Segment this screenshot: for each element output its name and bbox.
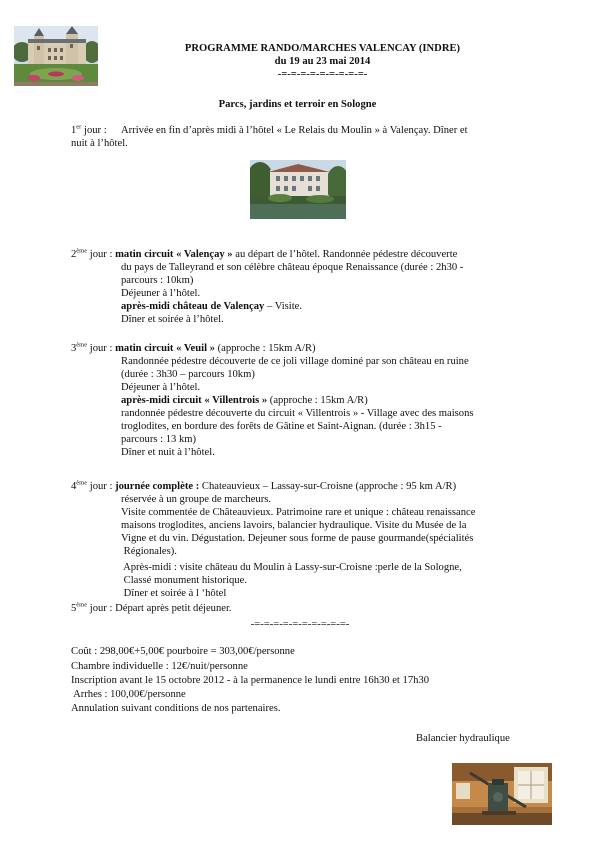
day4-heading: 4ème jour : journée complète : Chateauvieux – Lassay-sur-Croisne (approche : 95 km A/R) — [71, 479, 457, 492]
day3-line9: Dîner et nuit à l’hôtel. — [121, 447, 215, 458]
day5-text: Départ après petit déjeuner. — [115, 603, 232, 614]
day3-line6: randonnée pédestre découverte du circuit « Villentrois » - Village avec des maisons — [121, 408, 474, 419]
day1-heading: 1er jour : — [71, 123, 107, 136]
day4-line5: Vigne et du vin. Dégustation. Dejeuner sous forme de pause gourmande(spécialités — [121, 533, 474, 544]
day2-line1-text: au départ de l’hôtel. Randonnée pédestre découverte — [232, 249, 458, 260]
day3-line2: Randonnée pédestre découverte de ce joli village dominé par son château en ruine — [121, 356, 469, 367]
day3-line8: parcours : 13 km) — [121, 434, 197, 445]
day3-afternoon-circuit: après-midi circuit « Villentrois » — [121, 395, 268, 406]
deposit-line: Arrhes : 100,00€/personne — [71, 689, 186, 700]
day3-line3: (durée : 3h30 – parcours 10km) — [121, 369, 255, 380]
day4-full-day: journée complète : — [115, 481, 200, 492]
day4-line7: Après-midi : visite château du Moulin à Lassy-sur-Croisne :perle de la Sologne, — [121, 562, 462, 573]
day2-line3: parcours : 10km) — [121, 275, 194, 286]
day2-morning-circuit: matin circuit « Valençay » — [115, 249, 233, 260]
cost-line: Coût : 298,00€+5,00€ pourboire = 303,00€/personne — [71, 646, 295, 657]
chateau-valencay-photo — [14, 26, 98, 86]
footer-separator: -=-=-=-=-=-=-=-=-=-=- — [250, 619, 350, 630]
day3-line4: Déjeuner à l’hôtel. — [121, 382, 201, 393]
page-title: PROGRAMME RANDO/MARCHES VALENCAY (INDRE) — [184, 43, 461, 54]
day2-line4: Déjeuner à l’hôtel. — [121, 288, 201, 299]
single-room-line: Chambre individuelle : 12€/nuit/personne — [71, 661, 248, 672]
day2-line6: Dîner et soirée à l’hôtel. — [121, 314, 224, 325]
day3-line5: après-midi circuit « Villentrois » (approche : 15km A/R) — [121, 395, 368, 406]
day4-line3: Visite commentée de Châteauvieux. Patrimoine rare et unique : château renaissance — [121, 507, 476, 518]
day3-heading: 3ème jour : matin circuit « Veuil » (approche : 15km A/R) — [71, 341, 316, 354]
hotel-relais-du-moulin-photo — [250, 160, 346, 219]
day4-line6: Régionales). — [121, 546, 177, 557]
day2-heading: 2ème jour : matin circuit « Valençay » au départ de l’hôtel. Randonnée pédestre découverte — [71, 247, 458, 260]
day2-afternoon-visit: après-midi château de Valençay — [121, 301, 265, 312]
balancier-hydraulique-photo — [452, 763, 552, 825]
photo-caption: Balancier hydraulique — [416, 733, 510, 744]
title-separator: -=-=-=-=-=-=-=-=-=- — [277, 69, 368, 81]
day5-heading: 5ème jour : Départ après petit déjeuner. — [71, 601, 232, 614]
cancellation-line: Annulation suivant conditions de nos partenaires. — [71, 703, 281, 714]
day3-morning-circuit: matin circuit « Veuil » — [115, 343, 215, 354]
day4-line2: réservée à un groupe de marcheurs. — [121, 494, 272, 505]
day3-line7: troglodites, en bordure des forêts de Gâtine et Saint-Aignan. (durée : 3h15 - — [121, 421, 442, 432]
day2-line5: après-midi château de Valençay – Visite. — [121, 301, 303, 312]
inscription-line: Inscription avant le 15 octobre 2012 - à la permanence le lundi entre 16h30 et 17h30 — [71, 675, 430, 686]
day2-line2: du pays de Talleyrand et son célèbre château époque Renaissance (durée : 2h30 - — [121, 262, 464, 273]
day4-line9: Dîner et soirée à l ‘hôtel — [121, 588, 227, 599]
day4-line8: Classé monument historique. — [121, 575, 247, 586]
day1-text-line2: nuit à l’hôtel. — [71, 138, 128, 149]
page-subtitle: Parcs, jardins et terroir en Sologne — [218, 99, 377, 110]
day1-text-line1: Arrivée en fin d’après midi à l’hôtel « Le Relais du Moulin » à Valençay. Dîner et — [121, 125, 468, 136]
page-dates: du 19 au 23 mai 2014 — [274, 56, 371, 68]
day4-line4: maisons troglodites, anciens lavoirs, balancier hydraulique. Visite du Musée de la — [121, 520, 467, 531]
